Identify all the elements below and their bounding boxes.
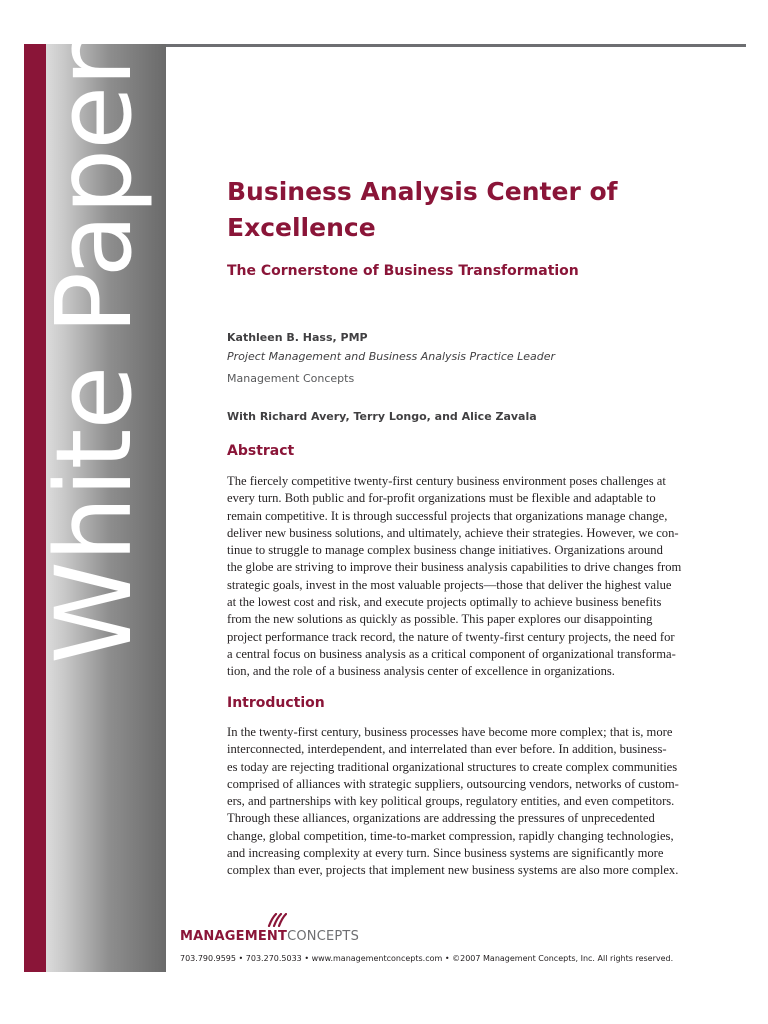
intro-line: change, global competition, time-to-market compression, rapidly changing technologies,	[227, 828, 674, 843]
author-role: Project Management and Business Analysis Practice Leader	[227, 350, 556, 363]
author-name: Kathleen B. Hass, PMP	[227, 331, 368, 344]
mc-swoosh-icon	[267, 913, 287, 927]
abstract-line: deliver new business solutions, and ultimately, achieve their strategies. However, we con-	[227, 525, 679, 540]
intro-line: comprised of alliances with strategic suppliers, outsourcing vendors, networks of custom-	[227, 776, 679, 791]
abstract-line: at the lowest cost and risk, and execute projects optimally to achieve business benefits	[227, 595, 662, 610]
document-title: Business Analysis Center of Excellence	[227, 177, 618, 242]
top-rule	[166, 44, 746, 47]
introduction-heading: Introduction	[227, 695, 325, 711]
abstract-line: The fiercely competitive twenty-first century business environment poses challenges at	[227, 474, 666, 488]
coauthors-line: With Richard Avery, Terry Longo, and Alice Zavala	[227, 410, 537, 423]
intro-line: complex than ever, projects that implement new business systems are also more complex.	[227, 863, 679, 878]
document-subtitle: The Cornerstone of Business Transformation	[227, 263, 579, 279]
abstract-line: a central focus on business analysis as a critical component of organizational transforma-	[227, 646, 676, 661]
abstract-heading: Abstract	[227, 443, 295, 459]
abstract-line: tinue to struggle to manage complex business change initiatives. Organizations around	[227, 543, 663, 558]
intro-line: ers, and partnerships with key political groups, regulatory entities, and even competitors.	[227, 794, 675, 809]
intro-line: Through these alliances, organizations are addressing the pressures of unprecedented	[227, 811, 655, 826]
logo-text-strong: MANAGEMENT	[180, 929, 288, 944]
intro-line: and increasing complexity at every turn. Since business systems are significantly more	[227, 846, 664, 861]
intro-line: In the twenty-first century, business processes have become more complex; that is, more	[227, 725, 673, 739]
abstract-line: the globe are striving to improve their business analysis capabilities to drive changes from	[227, 560, 682, 575]
introduction-paragraph	[227, 724, 697, 880]
footer-contact-line: 703.790.9595 • 703.270.5033 • www.managementconcepts.com • ©2007 Management Concepts, Inc. All rights reserved.	[180, 954, 674, 963]
management-concepts-logo	[180, 929, 359, 944]
abstract-line: project performance track record, the nature of twenty-first century projects, the need for	[227, 629, 675, 644]
abstract-line: from the new solutions as quickly as possible. This paper explores our disappointing	[227, 612, 653, 627]
logo-text-light: CONCEPTS	[287, 929, 360, 944]
abstract-paragraph	[227, 473, 697, 681]
abstract-line: strategic goals, invest in the most valuable projects—those that deliver the highest value	[227, 577, 672, 592]
abstract-line: every turn. Both public and for-profit organizations must be flexible and adaptable to	[227, 491, 656, 506]
intro-line: interconnected, interdependent, and interrelated than ever before. In addition, business-	[227, 742, 667, 757]
abstract-line: tion, and the role of a business analysis center of excellence in organizations.	[227, 664, 615, 679]
intro-line: es today are rejecting traditional organizational structures to create complex communities	[227, 759, 678, 774]
abstract-line: remain competitive. It is through successful projects that organizations manage change,	[227, 508, 668, 523]
author-organization: Management Concepts	[227, 372, 355, 385]
side-band	[24, 44, 166, 972]
white-paper-label: White Paper	[33, 45, 155, 664]
